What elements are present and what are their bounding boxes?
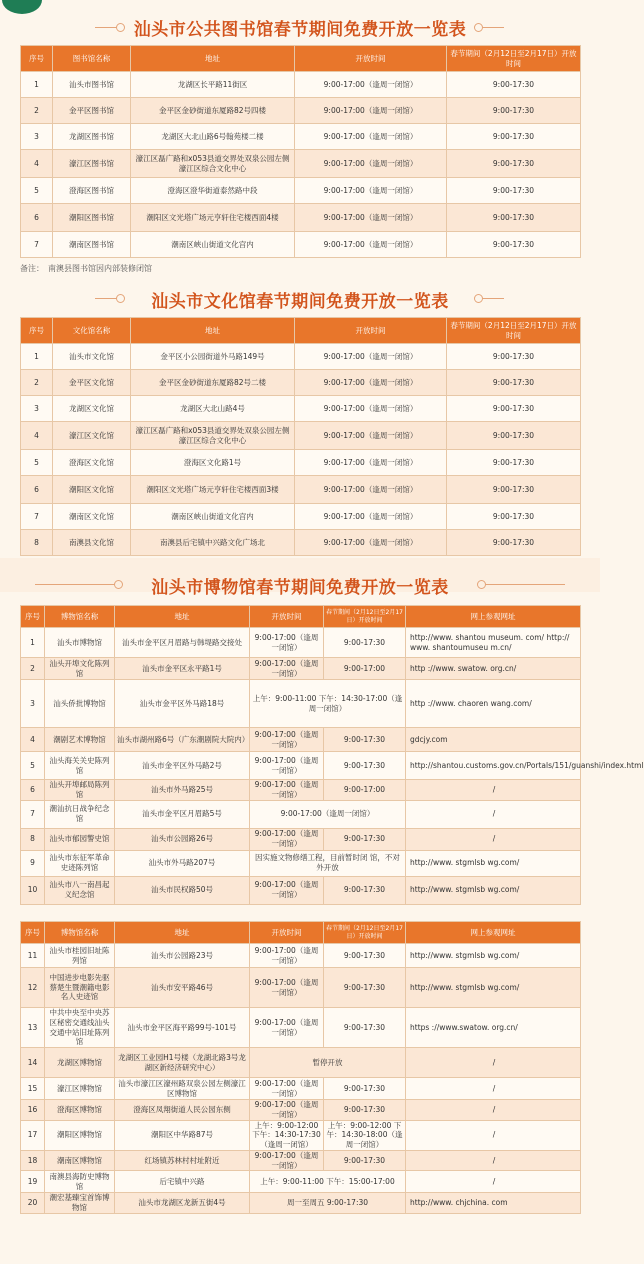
venue-name: 濠江区图书馆 bbox=[53, 150, 131, 178]
spring-festival-hours: 9:00-17:30 bbox=[447, 344, 581, 370]
row-number: 8 bbox=[21, 530, 53, 556]
spring-festival-hours: 9:00-17:30 bbox=[447, 124, 581, 150]
online-visit-url: https ://www.swatow. org.cn/ bbox=[406, 1008, 581, 1048]
table-row bbox=[21, 728, 581, 752]
table-row bbox=[21, 344, 581, 370]
venue-name: 汕头市郁园警史馆 bbox=[45, 828, 115, 850]
table-row bbox=[21, 204, 581, 232]
spring-festival-hours: 9:00-17:30 bbox=[447, 530, 581, 556]
venue-name: 濠江区博物馆 bbox=[45, 1078, 115, 1100]
row-number: 11 bbox=[21, 944, 45, 968]
opening-hours: 9:00-17:00（逢周一闭馆） bbox=[295, 422, 447, 450]
opening-hours: 上午：9:00-12:00 下午：14:30-17:30（逢周一闭馆） bbox=[250, 1120, 324, 1150]
opening-hours: 9:00-17:00（逢周一闭馆） bbox=[295, 204, 447, 232]
venue-name: 潮南区图书馆 bbox=[53, 232, 131, 258]
venue-address: 汕头市金平区月眉路5号 bbox=[115, 800, 250, 828]
column-header: 文化馆名称 bbox=[53, 318, 131, 344]
table-row bbox=[21, 850, 581, 876]
venue-address: 澄海区澄华街道泰然路中段 bbox=[131, 178, 295, 204]
venue-name: 澄海区博物馆 bbox=[45, 1100, 115, 1121]
opening-hours: 9:00-17:00（逢周一闭馆） bbox=[295, 124, 447, 150]
culture-table-title: 汕头市文化馆春节期间免费开放一览表 bbox=[151, 292, 449, 312]
venue-address: 潮阳区文光塔广场元亨轩住宅楼西面3楼 bbox=[131, 476, 295, 504]
table-row bbox=[21, 1048, 581, 1078]
opening-hours: 9:00-17:00（逢周一闭馆） bbox=[295, 530, 447, 556]
row-number: 7 bbox=[21, 800, 45, 828]
venue-address: 汕头市金平区外马路2号 bbox=[115, 752, 250, 780]
venue-name: 龙湖区文化馆 bbox=[53, 396, 131, 422]
venue-address: 汕头市龙湖区龙新五街4号 bbox=[115, 1193, 250, 1214]
column-header: 网上参观网址 bbox=[406, 922, 581, 944]
online-visit-url: http://shantou.customs.gov.cn/Portals/151/guanshi/index.html bbox=[406, 752, 581, 780]
venue-name: 汕头市文化馆 bbox=[53, 344, 131, 370]
online-visit-url: / bbox=[406, 800, 581, 828]
venue-address: 濠江区磊广路和x053县道交界处双泉公园左侧濠江区综合文化中心 bbox=[131, 150, 295, 178]
spring-festival-hours: 9:00-17:30 bbox=[447, 396, 581, 422]
row-number: 2 bbox=[21, 658, 45, 680]
venue-name: 汕头市八一南昌起义纪念馆 bbox=[45, 876, 115, 904]
online-visit-url: http ://www. swatow. org.cn/ bbox=[406, 658, 581, 680]
venue-name: 潮南区文化馆 bbox=[53, 504, 131, 530]
table-row bbox=[21, 1120, 581, 1150]
table-row bbox=[21, 752, 581, 780]
row-number: 10 bbox=[21, 876, 45, 904]
opening-hours: 9:00-17:00（逢周一闭馆） bbox=[250, 628, 324, 658]
venue-name: 潮剧艺术博物馆 bbox=[45, 728, 115, 752]
table-row bbox=[21, 124, 581, 150]
spring-festival-hours: 9:00-17:30 bbox=[324, 876, 406, 904]
column-header: 博物馆名称 bbox=[45, 922, 115, 944]
venue-address: 汕头市公园路26号 bbox=[115, 828, 250, 850]
row-number: 7 bbox=[21, 232, 53, 258]
venue-name: 金平区图书馆 bbox=[53, 98, 131, 124]
venue-address: 潮南区峡山街道文化宫内 bbox=[131, 504, 295, 530]
row-number: 12 bbox=[21, 968, 45, 1008]
table-row bbox=[21, 476, 581, 504]
row-number: 6 bbox=[21, 204, 53, 232]
row-number: 19 bbox=[21, 1171, 45, 1193]
venue-name: 潮阳区博物馆 bbox=[45, 1120, 115, 1150]
table-row bbox=[21, 72, 581, 98]
spring-festival-hours: 上午：9:00-12:00 下午：14:30-18:00（逢周一闭馆） bbox=[324, 1120, 406, 1150]
row-number: 4 bbox=[21, 150, 53, 178]
column-header: 春节期间（2月12日至2月17日）开放时间 bbox=[447, 318, 581, 344]
online-visit-url: / bbox=[406, 1100, 581, 1121]
opening-hours: 9:00-17:00（逢周一闭馆） bbox=[295, 232, 447, 258]
opening-hours: 9:00-17:00（逢周一闭馆） bbox=[295, 504, 447, 530]
library-table-title: 汕头市公共图书馆春节期间免费开放一览表 bbox=[133, 20, 467, 40]
opening-hours: 9:00-17:00（逢周一闭馆） bbox=[250, 1150, 324, 1171]
spring-festival-hours: 9:00-17:30 bbox=[447, 450, 581, 476]
row-number: 3 bbox=[21, 680, 45, 728]
table-row bbox=[21, 658, 581, 680]
table-row bbox=[21, 150, 581, 178]
venue-address: 金平区金砂街道东厦路82号四楼 bbox=[131, 98, 295, 124]
table-row bbox=[21, 370, 581, 396]
spring-festival-hours: 9:00-17:30 bbox=[324, 728, 406, 752]
opening-hours: 9:00-17:00（逢周一闭馆） bbox=[250, 1100, 324, 1121]
venue-name: 汕头市桂园旧址陈列馆 bbox=[45, 944, 115, 968]
spring-festival-hours: 9:00-17:30 bbox=[324, 944, 406, 968]
column-header: 序号 bbox=[21, 318, 53, 344]
online-visit-url: / bbox=[406, 780, 581, 801]
table-row bbox=[21, 968, 581, 1008]
online-visit-url: http://www. stgmlsb wg.com/ bbox=[406, 968, 581, 1008]
row-number: 6 bbox=[21, 780, 45, 801]
venue-address: 潮阳区中华路87号 bbox=[115, 1120, 250, 1150]
logo-icon bbox=[2, 0, 42, 14]
online-visit-url: http ://www. chaoren wang.com/ bbox=[406, 680, 581, 728]
venue-name: 潮阳区图书馆 bbox=[53, 204, 131, 232]
spring-festival-hours: 9:00-17:30 bbox=[447, 504, 581, 530]
spring-festival-hours: 9:00-17:30 bbox=[324, 1100, 406, 1121]
venue-address: 汕头市金平区外马路18号 bbox=[115, 680, 250, 728]
column-header: 春节期间（2月12日至2月17日）开放时间 bbox=[324, 606, 406, 628]
row-number: 1 bbox=[21, 344, 53, 370]
online-visit-url: / bbox=[406, 1120, 581, 1150]
venue-address: 龙湖区长平路11街区 bbox=[131, 72, 295, 98]
table-row bbox=[21, 1078, 581, 1100]
table-row bbox=[21, 944, 581, 968]
venue-name: 金平区文化馆 bbox=[53, 370, 131, 396]
table-row bbox=[21, 876, 581, 904]
venue-address: 潮南区峡山街道文化宫内 bbox=[131, 232, 295, 258]
table-row bbox=[21, 504, 581, 530]
venue-address: 澄海区凤翔街道人民公园东侧 bbox=[115, 1100, 250, 1121]
venue-address: 红场镇苏林村村址附近 bbox=[115, 1150, 250, 1171]
table-row bbox=[21, 1008, 581, 1048]
row-number: 5 bbox=[21, 752, 45, 780]
venue-address: 潮阳区文光塔广场元亨轩住宅楼西面4楼 bbox=[131, 204, 295, 232]
venue-address: 汕头市金平区月眉路与韩堤路交接处 bbox=[115, 628, 250, 658]
spring-festival-hours: 9:00-17:00 bbox=[324, 780, 406, 801]
table-row bbox=[21, 422, 581, 450]
museum-table-part-2 bbox=[20, 921, 581, 1214]
spring-festival-hours: 9:00-17:30 bbox=[447, 476, 581, 504]
venue-address: 汕头市安平路46号 bbox=[115, 968, 250, 1008]
opening-hours: 9:00-17:00（逢周一闭馆） bbox=[295, 370, 447, 396]
column-header: 博物馆名称 bbox=[45, 606, 115, 628]
online-visit-url: gdcjy.com bbox=[406, 728, 581, 752]
row-number: 9 bbox=[21, 850, 45, 876]
venue-address: 汕头市湖州路6号（广东潮剧院大院内） bbox=[115, 728, 250, 752]
opening-hours: 9:00-17:00（逢周一闭馆） bbox=[295, 98, 447, 124]
spring-festival-hours: 9:00-17:30 bbox=[447, 150, 581, 178]
row-number: 1 bbox=[21, 72, 53, 98]
spring-festival-hours: 9:00-17:30 bbox=[447, 178, 581, 204]
spring-festival-hours: 9:00-17:30 bbox=[447, 98, 581, 124]
venue-address: 龙湖区大北山路6号翰苑楼二楼 bbox=[131, 124, 295, 150]
online-visit-url: / bbox=[406, 1150, 581, 1171]
venue-name: 汕头市图书馆 bbox=[53, 72, 131, 98]
spring-festival-hours: 9:00-17:30 bbox=[324, 1008, 406, 1048]
column-header: 地址 bbox=[115, 922, 250, 944]
library-note: 备注： 南澳县图书馆因内部装修闭馆 bbox=[20, 264, 152, 273]
row-number: 2 bbox=[21, 370, 53, 396]
table-row bbox=[21, 1193, 581, 1214]
venue-name: 龙湖区图书馆 bbox=[53, 124, 131, 150]
spring-festival-hours: 9:00-17:30 bbox=[324, 1150, 406, 1171]
venue-name: 潮南区博物馆 bbox=[45, 1150, 115, 1171]
venue-address: 汕头市濠江区濠州路双泉公园左侧濠江区博物馆 bbox=[115, 1078, 250, 1100]
museum-table-part-1 bbox=[20, 605, 644, 905]
online-visit-url: / bbox=[406, 1078, 581, 1100]
venue-address: 后宅镇中兴路 bbox=[115, 1171, 250, 1193]
row-number: 16 bbox=[21, 1100, 45, 1121]
opening-hours: 9:00-17:00（逢周一闭馆） bbox=[250, 728, 324, 752]
venue-address: 汕头市公园路23号 bbox=[115, 944, 250, 968]
venue-address: 汕头市外马路25号 bbox=[115, 780, 250, 801]
column-header: 开放时间 bbox=[250, 606, 324, 628]
column-header: 开放时间 bbox=[295, 46, 447, 72]
museum-table-title: 汕头市博物馆春节期间免费开放一览表 bbox=[151, 578, 449, 598]
venue-address: 龙湖区大北山路4号 bbox=[131, 396, 295, 422]
row-number: 17 bbox=[21, 1120, 45, 1150]
opening-hours: 9:00-17:00（逢周一闭馆） bbox=[250, 752, 324, 780]
opening-hours: 上午：9:00-11:00 下午：15:00-17:00 bbox=[250, 1171, 406, 1193]
column-header: 序号 bbox=[21, 606, 45, 628]
venue-name: 龙湖区博物馆 bbox=[45, 1048, 115, 1078]
row-number: 14 bbox=[21, 1048, 45, 1078]
column-header: 春节期间（2月12日至2月17日）开放时间 bbox=[447, 46, 581, 72]
row-number: 4 bbox=[21, 728, 45, 752]
opening-hours: 9:00-17:00（逢周一闭馆） bbox=[295, 396, 447, 422]
table-row bbox=[21, 1171, 581, 1193]
venue-name: 中共中央至中央苏区秘密交通线汕头交通中站旧址陈列馆 bbox=[45, 1008, 115, 1048]
online-visit-url: http://www. shantou museum. com/ http:// www. shantoumuseu m.cn/ bbox=[406, 628, 581, 658]
venue-address: 汕头市外马路207号 bbox=[115, 850, 250, 876]
table-row bbox=[21, 450, 581, 476]
online-visit-url: http://www. chjchina. com bbox=[406, 1193, 581, 1214]
opening-hours: 9:00-17:00（逢周一闭馆） bbox=[250, 658, 324, 680]
venue-name: 南澳县文化馆 bbox=[53, 530, 131, 556]
opening-hours: 9:00-17:00（逢周一闭馆） bbox=[250, 780, 324, 801]
online-visit-url: / bbox=[406, 1171, 581, 1193]
table-row bbox=[21, 828, 581, 850]
online-visit-url: / bbox=[406, 828, 581, 850]
opening-hours: 9:00-17:00（逢周一闭馆） bbox=[250, 944, 324, 968]
culture-table bbox=[20, 317, 581, 556]
venue-address: 汕头市民权路50号 bbox=[115, 876, 250, 904]
venue-name: 汕头开埠文化陈列馆 bbox=[45, 658, 115, 680]
column-header: 开放时间 bbox=[250, 922, 324, 944]
row-number: 4 bbox=[21, 422, 53, 450]
venue-address: 汕头市金平区海平路99号-101号 bbox=[115, 1008, 250, 1048]
opening-hours: 9:00-17:00（逢周一闭馆） bbox=[250, 828, 324, 850]
opening-hours: 9:00-17:00（逢周一闭馆） bbox=[250, 1008, 324, 1048]
row-number: 2 bbox=[21, 98, 53, 124]
column-header: 春节期间（2月12日至2月17日）开放时间 bbox=[324, 922, 406, 944]
venue-name: 汕头海关关史陈列馆 bbox=[45, 752, 115, 780]
column-header: 开放时间 bbox=[295, 318, 447, 344]
spring-festival-hours: 9:00-17:30 bbox=[324, 752, 406, 780]
online-visit-url: http://www. stgmlsb wg.com/ bbox=[406, 944, 581, 968]
online-visit-url: http://www. stgmlsb wg.com/ bbox=[406, 850, 581, 876]
row-number: 6 bbox=[21, 476, 53, 504]
spring-festival-hours: 9:00-17:30 bbox=[324, 828, 406, 850]
venue-address: 汕头市金平区永平路1号 bbox=[115, 658, 250, 680]
venue-name: 南澳县海防史博物馆 bbox=[45, 1171, 115, 1193]
venue-address: 龙湖区工业园H1号楼（龙湖北路3号龙 湖区新经济研究中心） bbox=[115, 1048, 250, 1078]
column-header: 序号 bbox=[21, 46, 53, 72]
spring-festival-hours: 9:00-17:30 bbox=[447, 370, 581, 396]
opening-hours: 上午：9:00-11:00 下午：14:30-17:00（逢周一闭馆） bbox=[250, 680, 406, 728]
venue-name: 澄海区文化馆 bbox=[53, 450, 131, 476]
row-number: 5 bbox=[21, 450, 53, 476]
table-row bbox=[21, 178, 581, 204]
row-number: 3 bbox=[21, 396, 53, 422]
table-row bbox=[21, 396, 581, 422]
spring-festival-hours: 9:00-17:30 bbox=[447, 422, 581, 450]
venue-name: 汕头开埠邮局陈列馆 bbox=[45, 780, 115, 801]
table-row bbox=[21, 680, 581, 728]
column-header: 网上参观网址 bbox=[406, 606, 581, 628]
venue-address: 濠江区磊广路和x053县道交界处双泉公园左侧濠江区综合文化中心 bbox=[131, 422, 295, 450]
opening-hours: 9:00-17:00（逢周一闭馆） bbox=[295, 476, 447, 504]
library-table bbox=[20, 45, 581, 258]
opening-hours: 9:00-17:00（逢周一闭馆） bbox=[250, 968, 324, 1008]
opening-hours: 9:00-17:00（逢周一闭馆） bbox=[295, 450, 447, 476]
venue-name: 汕头市博物馆 bbox=[45, 628, 115, 658]
opening-hours: 9:00-17:00（逢周一闭馆） bbox=[250, 876, 324, 904]
spring-festival-hours: 9:00-17:30 bbox=[324, 968, 406, 1008]
venue-name: 潮汕抗日战争纪念馆 bbox=[45, 800, 115, 828]
column-header: 序号 bbox=[21, 922, 45, 944]
row-number: 5 bbox=[21, 178, 53, 204]
table-row bbox=[21, 800, 581, 828]
opening-hours: 周一至周五 9:00-17:30 bbox=[250, 1193, 406, 1214]
venue-name: 汕头市东征军革命史迹陈列馆 bbox=[45, 850, 115, 876]
venue-name: 濠江区文化馆 bbox=[53, 422, 131, 450]
row-number: 1 bbox=[21, 628, 45, 658]
opening-hours: 9:00-17:00（逢周一闭馆） bbox=[295, 150, 447, 178]
venue-name: 中国进步电影先驱蔡楚生暨潮籍电影名人史迹馆 bbox=[45, 968, 115, 1008]
venue-address: 澄海区文化路1号 bbox=[131, 450, 295, 476]
row-number: 20 bbox=[21, 1193, 45, 1214]
venue-name: 潮阳区文化馆 bbox=[53, 476, 131, 504]
row-number: 8 bbox=[21, 828, 45, 850]
table-row bbox=[21, 98, 581, 124]
table-row bbox=[21, 628, 581, 658]
venue-name: 澄海区图书馆 bbox=[53, 178, 131, 204]
table-row bbox=[21, 1100, 581, 1121]
spring-festival-hours: 9:00-17:30 bbox=[447, 72, 581, 98]
spring-festival-hours: 9:00-17:00 bbox=[324, 658, 406, 680]
row-number: 7 bbox=[21, 504, 53, 530]
venue-name: 汕头侨批博物馆 bbox=[45, 680, 115, 728]
column-header: 图书馆名称 bbox=[53, 46, 131, 72]
venue-address: 金平区小公园街道外马路149号 bbox=[131, 344, 295, 370]
opening-hours: 9:00-17:00（逢周一闭馆） bbox=[250, 800, 406, 828]
opening-hours: 9:00-17:00（逢周一闭馆） bbox=[250, 1078, 324, 1100]
table-row bbox=[21, 1150, 581, 1171]
venue-name: 潮宏基臻宝首饰博物馆 bbox=[45, 1193, 115, 1214]
spring-festival-hours: 9:00-17:30 bbox=[447, 232, 581, 258]
opening-hours: 9:00-17:00（逢周一闭馆） bbox=[295, 178, 447, 204]
opening-hours: 暂停开放 bbox=[250, 1048, 406, 1078]
row-number: 3 bbox=[21, 124, 53, 150]
column-header: 地址 bbox=[131, 46, 295, 72]
online-visit-url: / bbox=[406, 1048, 581, 1078]
venue-address: 金平区金砂街道东厦路82号二楼 bbox=[131, 370, 295, 396]
opening-hours: 9:00-17:00（逢周一闭馆） bbox=[295, 72, 447, 98]
spring-festival-hours: 9:00-17:30 bbox=[447, 204, 581, 232]
table-row bbox=[21, 780, 581, 801]
column-header: 地址 bbox=[131, 318, 295, 344]
table-row bbox=[21, 232, 581, 258]
column-header: 地址 bbox=[115, 606, 250, 628]
online-visit-url: http://www. stgmlsb wg.com/ bbox=[406, 876, 581, 904]
spring-festival-hours: 9:00-17:30 bbox=[324, 1078, 406, 1100]
table-row bbox=[21, 530, 581, 556]
row-number: 13 bbox=[21, 1008, 45, 1048]
row-number: 15 bbox=[21, 1078, 45, 1100]
row-number: 18 bbox=[21, 1150, 45, 1171]
opening-hours: 9:00-17:00（逢周一闭馆） bbox=[295, 344, 447, 370]
spring-festival-hours: 9:00-17:30 bbox=[324, 628, 406, 658]
venue-address: 南澳县后宅镇中兴路文化广场北 bbox=[131, 530, 295, 556]
opening-hours: 因实施文物修缮工程，目前暂时闭 馆，不对外开放 bbox=[250, 850, 406, 876]
